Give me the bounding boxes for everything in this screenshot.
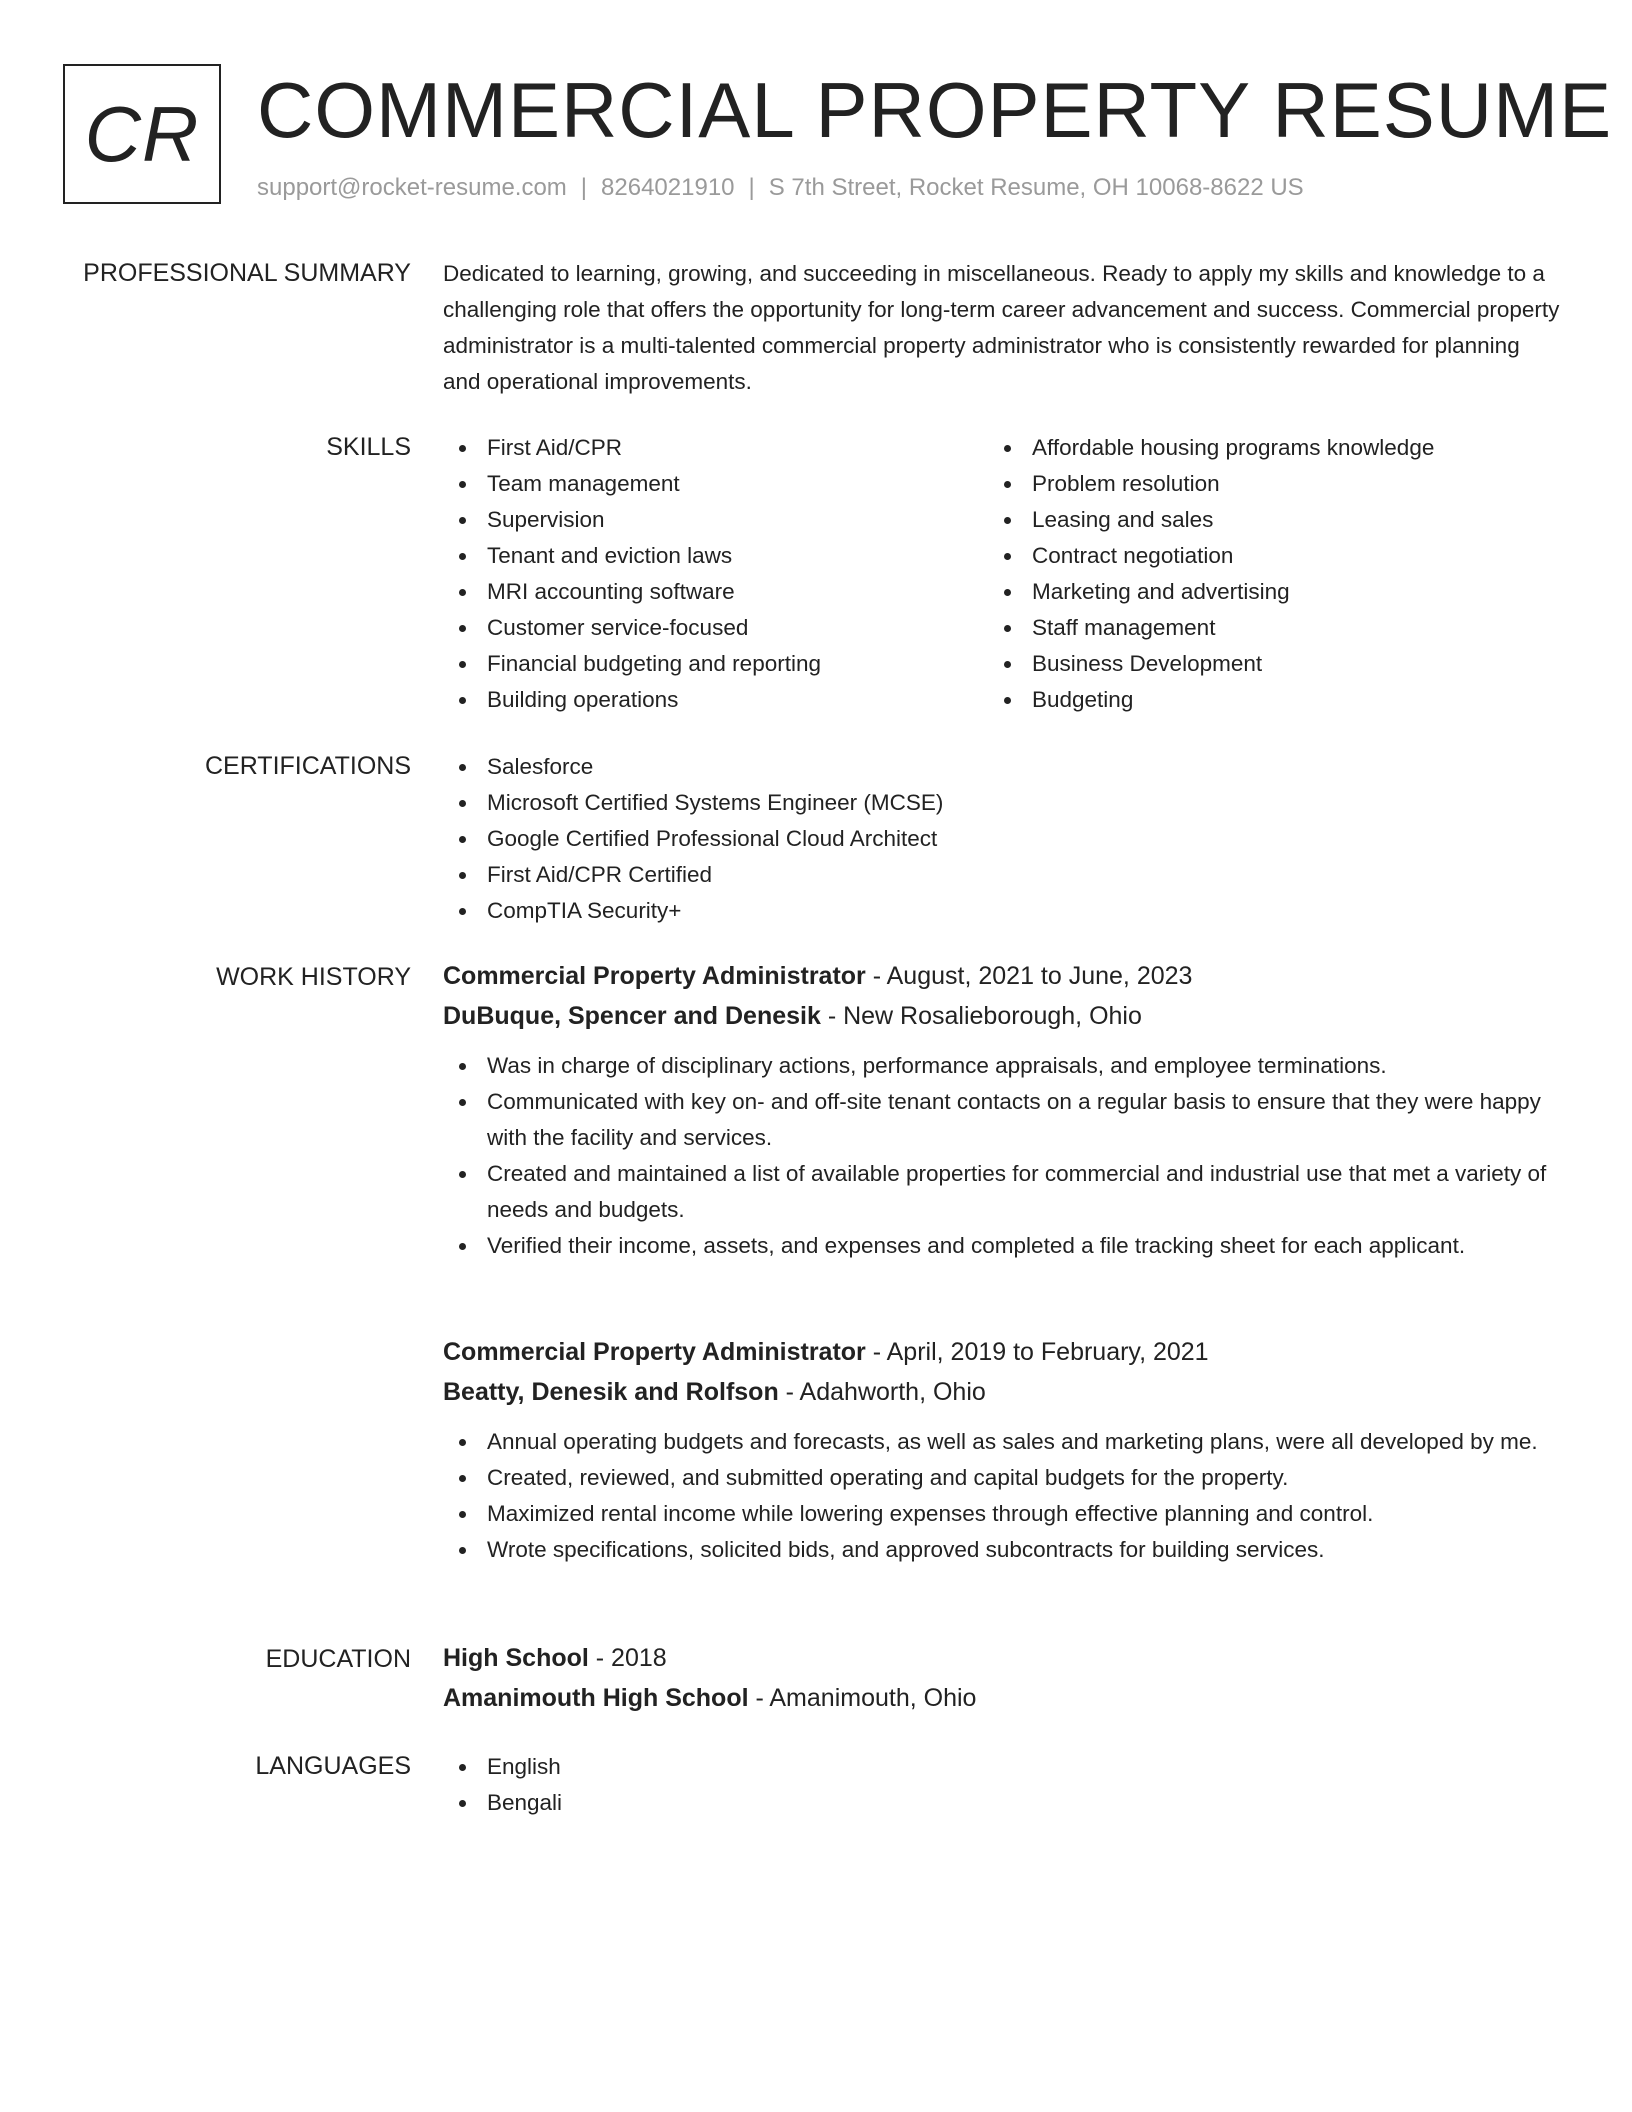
skill-item: Problem resolution: [988, 466, 1533, 502]
skill-item: Budgeting: [988, 682, 1533, 718]
skill-item: Supervision: [443, 502, 988, 538]
contact-address: S 7th Street, Rocket Resume, OH 10068-8622 US: [768, 174, 1304, 201]
language-item: English: [443, 1749, 1563, 1785]
job-location: - Adahworth, Ohio: [778, 1378, 986, 1406]
resume-title: COMMERCIAL PROPERTY RESUME: [257, 66, 1613, 154]
education-section: [63, 1642, 1563, 1732]
job-bullet: Maximized rental income while lowering expenses through effective planning and control.: [443, 1496, 1563, 1532]
education-school-line: [443, 1678, 1563, 1718]
job-dates: - April, 2019 to February, 2021: [865, 1338, 1209, 1366]
skill-item: Business Development: [988, 646, 1533, 682]
job-company: DuBuque, Spencer and Denesik: [443, 1002, 821, 1030]
education-school: Amanimouth High School: [443, 1684, 749, 1712]
job-bullet: Created and maintained a list of available properties for commercial and industrial use that met a variety of needs and budgets.: [443, 1156, 1563, 1228]
skills-column-right: [988, 430, 1533, 718]
job-bullet: Annual operating budgets and forecasts, as well as sales and marketing plans, were all developed by me.: [443, 1424, 1563, 1460]
certification-item: Microsoft Certified Systems Engineer (MCSE): [443, 785, 1563, 821]
skill-item: Customer service-focused: [443, 610, 988, 646]
skill-item: First Aid/CPR: [443, 430, 988, 466]
certification-item: Salesforce: [443, 749, 1563, 785]
skill-item: Tenant and eviction laws: [443, 538, 988, 574]
certification-item: CompTIA Security+: [443, 893, 1563, 929]
resume-header: [63, 64, 1613, 214]
job-location: - New Rosalieborough, Ohio: [820, 1002, 1142, 1030]
contact-email[interactable]: support@rocket-resume.com: [257, 174, 567, 201]
contact-separator: |: [748, 174, 755, 201]
education-degree-line: [443, 1638, 1563, 1678]
skill-item: Staff management: [988, 610, 1533, 646]
work-history-section: [63, 960, 1563, 1620]
job-company-line: [443, 996, 1563, 1036]
skill-item: Affordable housing programs knowledge: [988, 430, 1533, 466]
job-company: Beatty, Denesik and Rolfson: [443, 1378, 779, 1406]
certification-item: Google Certified Professional Cloud Architect: [443, 821, 1563, 857]
skills-column-left: [443, 430, 988, 718]
job-title: Commercial Property Administrator: [443, 962, 866, 990]
skill-item: Contract negotiation: [988, 538, 1533, 574]
languages-section: [63, 1749, 1563, 1839]
contact-phone[interactable]: 8264021910: [601, 174, 735, 201]
skill-item: Building operations: [443, 682, 988, 718]
section-heading-skills: SKILLS: [326, 433, 411, 461]
education-location: - Amanimouth, Ohio: [748, 1684, 977, 1712]
certification-item: First Aid/CPR Certified: [443, 857, 1563, 893]
job-bullet: Communicated with key on- and off-site tenant contacts on a regular basis to ensure that they were happy with the facility and services.: [443, 1084, 1563, 1156]
job-entry: [443, 1332, 1563, 1568]
summary-text: Dedicated to learning, growing, and succeeding in miscellaneous. Ready to apply my skills and knowledge to a challenging role that offers the opportunity for long-term career advancement and success. Commercial property administrator is a multi-talented commercial property administrator who is consistently rewarded for planning and operational improvements.: [443, 261, 1560, 394]
education-degree: High School: [443, 1644, 589, 1672]
contact-separator: |: [580, 174, 588, 201]
job-title: Commercial Property Administrator: [443, 1338, 866, 1366]
skill-item: MRI accounting software: [443, 574, 988, 610]
languages-body: [443, 1749, 1563, 1821]
section-heading-education: EDUCATION: [265, 1645, 411, 1673]
summary-body: [443, 256, 1563, 400]
education-body: [443, 1638, 1563, 1718]
job-bullet: Created, reviewed, and submitted operating and capital budgets for the property.: [443, 1460, 1563, 1496]
job-dates: - August, 2021 to June, 2023: [865, 962, 1193, 990]
job-title-line: [443, 956, 1563, 996]
section-heading-work-history: WORK HISTORY: [216, 963, 411, 991]
job-entry: [443, 956, 1563, 1264]
section-heading-certifications: CERTIFICATIONS: [204, 752, 411, 780]
certifications-body: [443, 749, 1563, 929]
job-company-line: [443, 1372, 1563, 1412]
job-bullet: Wrote specifications, solicited bids, and approved subcontracts for building services.: [443, 1532, 1563, 1568]
section-heading-languages: LANGUAGES: [255, 1752, 411, 1780]
skills-section: [63, 430, 1563, 730]
skills-body: [443, 430, 1563, 718]
skill-item: Marketing and advertising: [988, 574, 1533, 610]
contact-line: [257, 172, 1304, 204]
summary-section: [63, 256, 1563, 396]
section-heading-summary: PROFESSIONAL SUMMARY: [83, 259, 411, 287]
education-year: - 2018: [588, 1644, 667, 1672]
language-item: Bengali: [443, 1785, 1563, 1821]
skill-item: Leasing and sales: [988, 502, 1533, 538]
certifications-section: [63, 749, 1563, 939]
job-title-line: [443, 1332, 1563, 1372]
job-bullet: Was in charge of disciplinary actions, performance appraisals, and employee terminations.: [443, 1048, 1563, 1084]
monogram-logo: CR: [63, 64, 221, 204]
skill-item: Team management: [443, 466, 988, 502]
job-bullet: Verified their income, assets, and expenses and completed a file tracking sheet for each applicant.: [443, 1228, 1563, 1264]
skill-item: Financial budgeting and reporting: [443, 646, 988, 682]
